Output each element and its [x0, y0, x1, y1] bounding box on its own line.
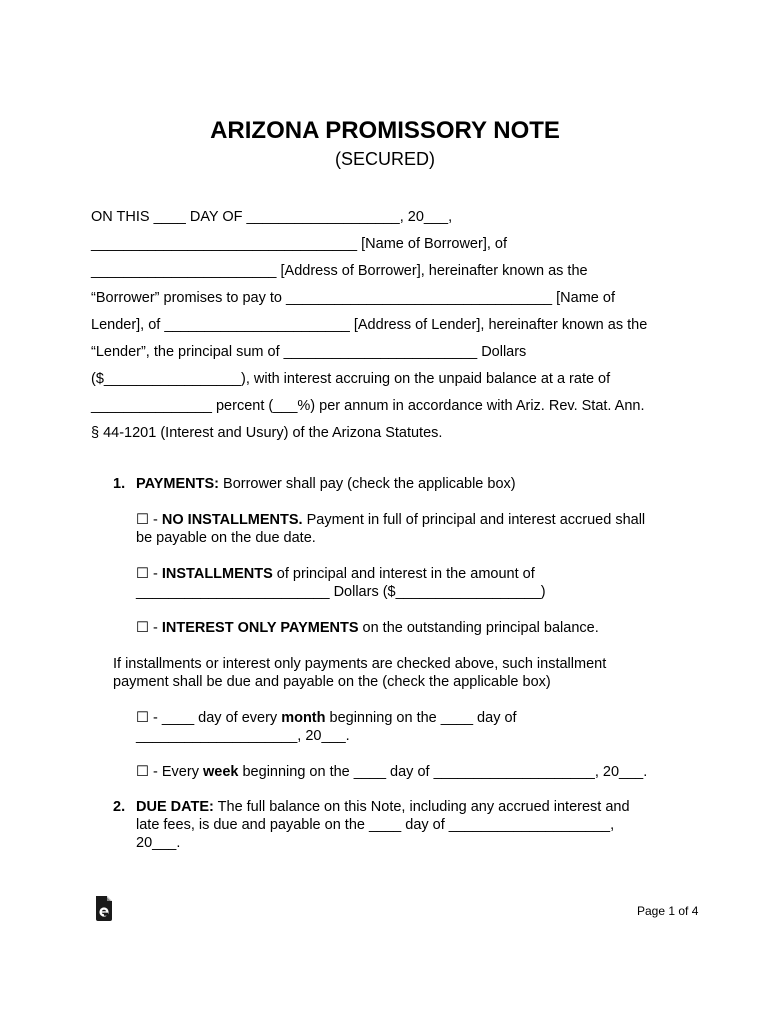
note-line: If installments or interest only payments are checked above, such installment [113, 656, 607, 672]
page-number: Page 1 of 4 [637, 904, 699, 918]
section-number: 1. [113, 476, 126, 492]
section-number: 2. [113, 799, 126, 815]
option-bold: INTEREST ONLY PAYMENTS [161, 620, 359, 636]
option-prefix: - [149, 620, 162, 636]
section-payments [113, 475, 683, 493]
document-title: ARIZONA PROMISSORY NOTE [210, 117, 560, 144]
intro-line: Lender], of _______________________ [Address of Lender], hereinafter known as the [91, 317, 648, 333]
intro-line: “Borrower” promises to pay to _________________________________ [Name of [91, 290, 615, 306]
section-text: 20___. [136, 835, 181, 851]
option-text: on the outstanding principal balance. [358, 620, 599, 636]
document-subtitle: (SECURED) [334, 149, 435, 169]
option-bold: month [281, 710, 326, 726]
option-interest-only [136, 619, 681, 637]
option-every-week [136, 763, 681, 781]
checkbox-every-week[interactable]: ☐ [136, 764, 149, 780]
checkbox-installments[interactable]: ☐ [136, 566, 149, 582]
intro-line: _________________________________ [Name of Borrower], of [91, 236, 508, 252]
option-text: Payment in full of principal and interest accrued shall [302, 512, 646, 528]
option-text: ____________________, 20___. [136, 728, 350, 744]
option-prefix: - [149, 566, 162, 582]
intro-line: § 44-1201 (Interest and Usury) of the Arizona Statutes. [91, 425, 443, 441]
section-text: Borrower shall pay (check the applicable box) [219, 476, 516, 492]
section-heading: DUE DATE: [136, 799, 214, 815]
option-bold: INSTALLMENTS [161, 566, 273, 582]
note-line: payment shall be due and payable on the (check the applicable box) [113, 674, 551, 690]
intro-line: ($_________________), with interest accruing on the unpaid balance at a rate of [91, 371, 611, 387]
intro-line: ON THIS ____ DAY OF ___________________, 20___, [91, 209, 453, 225]
eforms-logo-icon [94, 896, 114, 921]
option-text: beginning on the ____ day of [325, 710, 517, 726]
intro-line: _______________ percent (___%) per annum in accordance with Ariz. Rev. Stat. Ann. [91, 398, 645, 414]
checkbox-no-installments[interactable]: ☐ [136, 512, 149, 528]
option-text: beginning on the ____ day of ____________________, 20___. [238, 764, 648, 780]
option-bold: week [202, 764, 239, 780]
option-prefix: - ____ day of every [149, 710, 282, 726]
option-installments [136, 565, 681, 601]
installment-note [113, 655, 673, 691]
checkbox-interest-only[interactable]: ☐ [136, 620, 149, 636]
section-text: late fees, is due and payable on the ____ day of ____________________, [136, 817, 615, 833]
option-prefix: - Every [149, 764, 203, 780]
checkbox-every-month[interactable]: ☐ [136, 710, 149, 726]
option-every-month [136, 709, 681, 745]
section-text: The full balance on this Note, including any accrued interest and [213, 799, 630, 815]
option-bold: NO INSTALLMENTS. [161, 512, 303, 528]
option-no-installments [136, 511, 681, 547]
option-prefix: - [149, 512, 162, 528]
intro-line: _______________________ [Address of Borrower], hereinafter known as the [91, 263, 588, 279]
section-heading: PAYMENTS: [136, 476, 219, 492]
section-due-date [113, 798, 683, 852]
intro-line: “Lender”, the principal sum of ________________________ Dollars [91, 344, 527, 360]
intro-paragraph [91, 204, 691, 447]
option-text: of principal and interest in the amount of [272, 566, 535, 582]
option-text: ________________________ Dollars ($__________________) [136, 584, 546, 600]
option-text: be payable on the due date. [136, 530, 316, 546]
